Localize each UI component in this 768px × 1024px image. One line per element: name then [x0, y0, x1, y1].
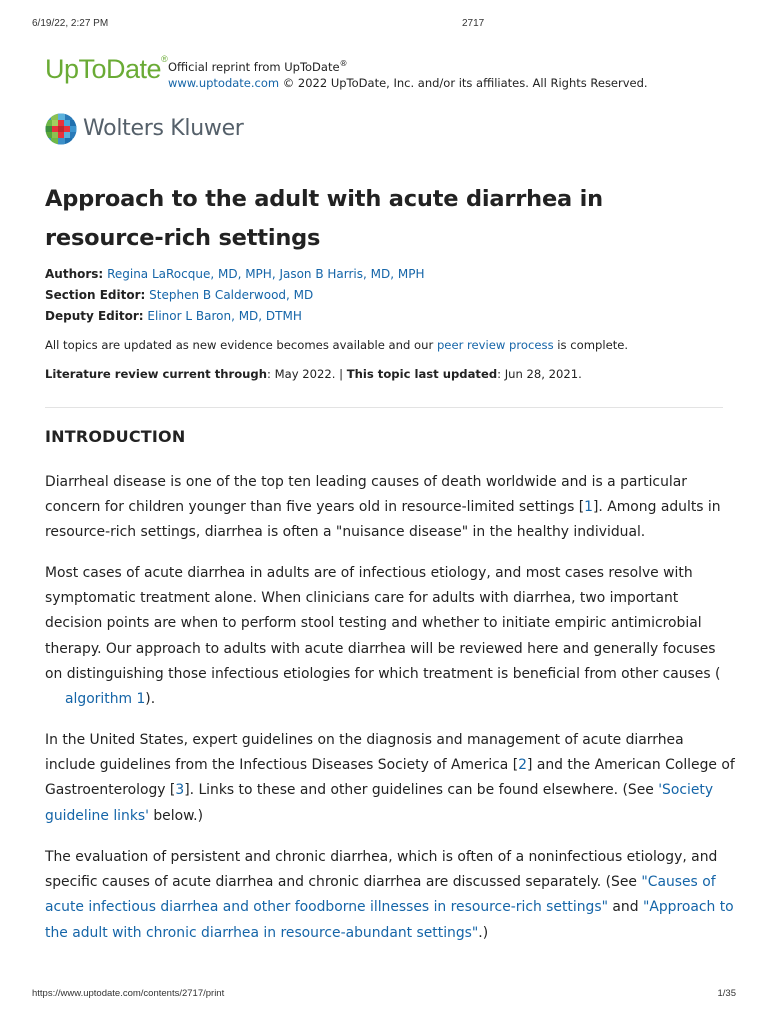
section-editor-link[interactable]: Stephen B Calderwood, MD — [149, 288, 314, 302]
society-guideline-link[interactable]: 'Society guideline links' — [45, 782, 714, 824]
brand-header — [45, 50, 725, 100]
uptodate-site-link[interactable]: www.uptodate.com — [168, 75, 280, 90]
lit-review-label: Literature review current through — [45, 367, 267, 381]
article-credits — [45, 264, 725, 327]
page-number: 1/35 — [717, 988, 736, 999]
authors-label: Authors — [45, 267, 99, 281]
deputy-editor-row: Deputy Editor: Elinor L Baron, MD, DTMH — [45, 309, 302, 323]
print-doc-id: 2717 — [462, 18, 485, 29]
print-header — [32, 18, 736, 32]
article-title: Approach to the adult with acute diarrhea in resource-rich settings — [45, 186, 603, 251]
intro-paragraph-3: In the United States, expert guidelines on the diagnosis and management of acute diarrhea include guidelines from the Infectious Diseases Society of America [2] and the American College of Gastroenterology [3]. Links to these and other guidelines can be found elsewhere. (See 'Society guideline links' below.) — [45, 732, 735, 824]
intro-paragraph-4: The evaluation of persistent and chronic diarrhea, which is often of a noninfectious etiology, and specific causes of acute diarrhea and chronic diarrhea are discussed separately. (See "Causes of acute infectious diarrhea and other foodborne illnesses in resource-rich settings" and "Approach to the adult with chronic diarrhea in resource-abundant settings".) — [45, 849, 734, 941]
authors-row: Authors: Regina LaRocque, MD, MPH, Jason B Harris, MD, MPH — [45, 267, 425, 281]
peer-review-link[interactable]: peer review process — [436, 338, 554, 352]
lit-review-value: : May 2022. | — [267, 367, 347, 381]
acute-diarrhea-causes-link[interactable]: "Causes of acute infectious diarrhea and other foodborne illnesses in resource-rich settings" — [45, 874, 716, 916]
deputy-editor-label: Deputy Editor — [45, 309, 139, 323]
last-updated-value: : Jun 28, 2021. — [497, 367, 582, 381]
reference-link-1[interactable]: 1 — [584, 499, 594, 516]
reference-link-3[interactable]: 3 — [175, 782, 185, 799]
section-editor-label: Section Editor — [45, 288, 141, 302]
chronic-diarrhea-link[interactable]: "Approach to the adult with chronic diarrhea in resource-abundant settings" — [45, 899, 734, 941]
publisher-name: Wolters Kluwer — [83, 116, 244, 141]
uptodate-logo[interactable]: UpToDate® — [45, 54, 168, 84]
update-notice: All topics are updated as new evidence becomes available and our peer review process is complete. — [45, 338, 629, 352]
algorithm-link[interactable]: algorithm 1 — [65, 691, 146, 708]
section-editor-row: Section Editor: Stephen B Calderwood, MD — [45, 288, 314, 302]
wolters-kluwer-logo — [45, 113, 285, 147]
review-dates — [45, 365, 725, 383]
authors-link[interactable]: Regina LaRocque, MD, MPH, Jason B Harris, MD, MPH — [107, 267, 425, 281]
reference-link-2[interactable]: 2 — [518, 757, 528, 774]
print-footer — [32, 988, 736, 1002]
last-updated-label: This topic last updated — [346, 367, 498, 381]
deputy-editor-link[interactable]: Elinor L Baron, MD, DTMH — [147, 309, 302, 323]
algorithm-icon — [45, 691, 65, 703]
reprint-notice: Official reprint from UpToDate® www.uptodate.com © 2022 UpToDate, Inc. and/or its affiliates. All Rights Reserved. — [168, 59, 648, 90]
intro-paragraph-1: Diarrheal disease is one of the top ten leading causes of death worldwide and is a particular concern for children younger than five years old in resource-limited settings [1]. Among adults in resource-rich settings, diarrhea is often a "nuisance disease" in the healthy individual. — [45, 474, 721, 541]
wolters-kluwer-mosaic-icon — [45, 113, 77, 145]
copyright-text: © 2022 UpToDate, Inc. and/or its affiliates. All Rights Reserved. — [279, 75, 648, 90]
introduction-heading: INTRODUCTION — [45, 427, 186, 446]
intro-paragraph-2: Most cases of acute diarrhea in adults are of infectious etiology, and most cases resolve with symptomatic treatment alone. When clinicians care for adults with diarrhea, two important decision points are when to perform stool testing and whether to initiate empiric antimicrobial therapy. Our approach to adults with acute diarrhea will be reviewed here and generally focuses on distinguishing those infectious etiologies for which treatment is beneficial from other causes (algorithm 1). — [45, 565, 721, 708]
print-url: https://www.uptodate.com/contents/2717/print — [32, 988, 225, 999]
print-date: 6/19/22, 2:27 PM — [32, 18, 109, 29]
section-divider — [45, 407, 723, 408]
reprint-text: Official reprint from UpToDate — [168, 59, 340, 74]
